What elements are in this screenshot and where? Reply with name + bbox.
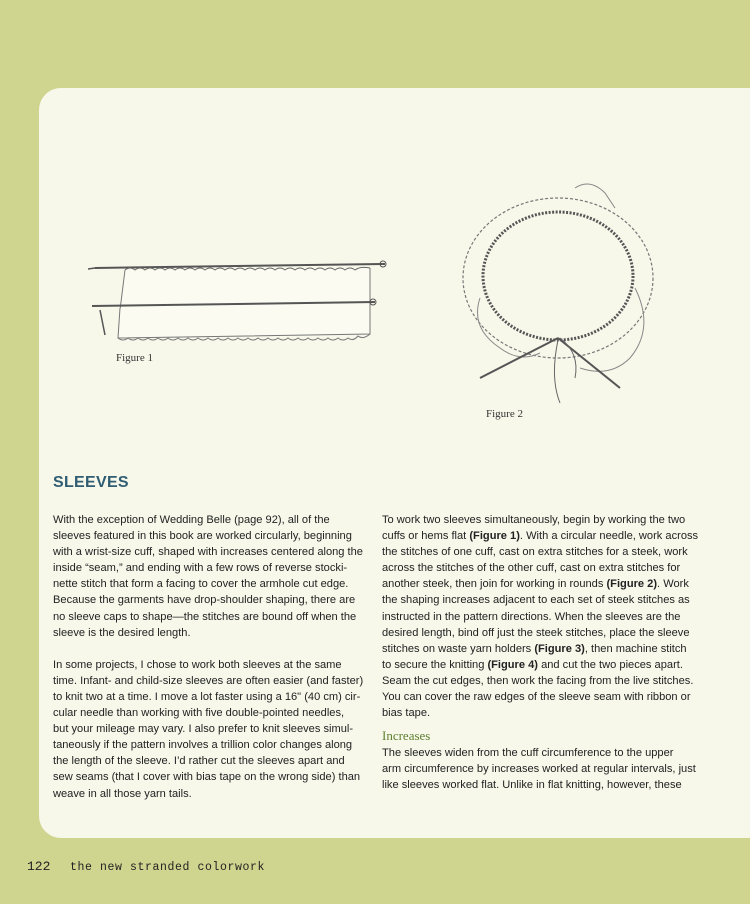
paragraph: To work two sleeves simultaneously, begin by working the two cuffs or hems flat (Figure 1). With a circular needle, work across the stitches of one cuff, cast on extra stitches for a steek, work across the stitches of the other cuff, cast on extra stitches for another steek, then join for working in rounds (Figure 2). Work the shaping increases adjacent to each set of steek stitches as instructed in the pattern directions. When the sleeves are the desired length, bind off just the steek stitches, place the sleeve stitches on waste yarn holders (Figure 3), then machine stitch to secure the knitting (Figure 4) and cut the two pieces apart. Seam the cut edges, then work the facing from the live stitches. You can cover the raw edges of the sleeve seam with ribbon or bias tape. [382,514,699,720]
page-number: 122 [27,859,51,874]
page-footer [27,858,265,874]
paragraph: With the exception of Wedding Belle (page 92), all of the sleeves featured in this book are worked circularly, beginning with a wrist-size cuff, shaped with increases centered along the inside “seam,” and ending with a few rows of reverse stocki- nette stitch that form a facing to cover the armhole cut edge. Because the garments have drop-shoulder shaping, there are no sleeve caps to shape—the stitches are bound off when the sleeve is the desired length. [53,514,363,639]
figure-reference: (Figure 2) [606,578,658,591]
subheading: Increases [382,728,431,744]
left-column [53,512,365,802]
figure-reference: (Figure 3) [534,642,585,655]
figure-1-caption: Figure 1 [116,352,153,364]
figure-reference: (Figure 1) [469,530,520,543]
figure-2-caption: Figure 2 [486,408,523,420]
paragraph: The sleeves widen from the cuff circumference to the upper arm circumference by increases worked at regular intervals, just like sleeves worked flat. Unlike in flat knitting, however, these [382,747,696,792]
section-heading: SLEEVES [53,474,129,491]
paragraph: In some projects, I chose to work both sleeves at the same time. Infant- and child-size sleeves are often easier (and faster) to knit two at a time. I move a lot faster using a 16" (40 cm) cir- cular needle than working with five double-pointed needles, but your mileage may vary. I also prefer to knit sleeves simul- taneously if the pattern involves a trillion color changes along the length of the sleeve. I’d rather cut the sleeves apart and sew seams (that I cover with bias tape on the wrong side) than weave in all those yarn tails. [53,658,364,800]
right-column [382,512,699,794]
figure-2-illustration [440,178,690,428]
figure-reference: (Figure 4) [487,658,538,671]
book-title: the new stranded colorwork [70,861,266,874]
